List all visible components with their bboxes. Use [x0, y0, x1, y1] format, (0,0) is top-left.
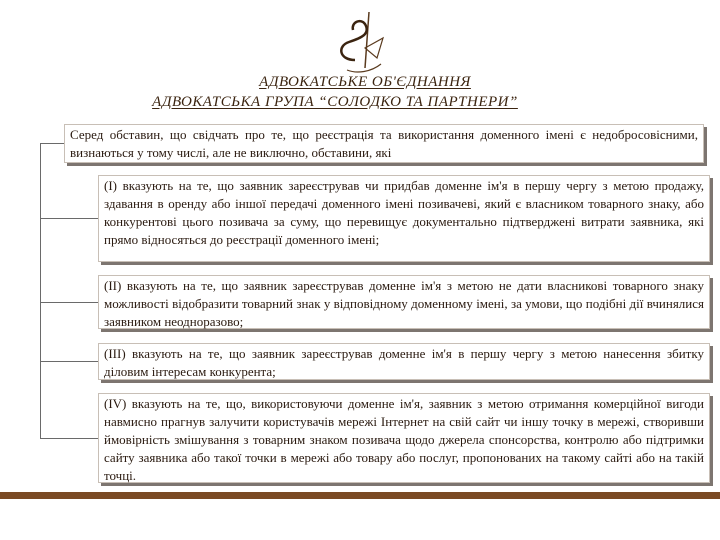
header — [0, 72, 720, 112]
firm-title: АДВОКАТСЬКЕ ОБ'ЄДНАННЯ — [259, 74, 471, 90]
intro-box: Серед обставин, що свідчать про те, що реєстрація та використання доменного імені є недобросовісними, визнаються у тому числі, але не виключно, обставини, які — [64, 124, 704, 163]
footer-bar — [0, 492, 720, 499]
criterion-box-1: (I) вказують на те, що заявник зареєстрував чи придбав доменне ім'я в першу чергу з метою продажу, здавання в оренду або іншої передачі доменного імені позивачеві, який є власником товарного знаку, або конкурентові цього позивача за суму, що перевищує документально підтверджені витрати заявника, які прямо відносяться до реєстрації доменного імені; — [98, 175, 710, 262]
criterion-box-2: (II) вказують на те, що заявник зареєстрував доменне ім'я з метою не дати власникові товарного знаку можливості відобразити товарний знак у відповідному доменному імені, за умови, що подібні дії вчинялися заявником неодноразово; — [98, 275, 710, 329]
firm-subtitle: АДВОКАТСЬКА ГРУПА “СОЛОДКО ТА ПАРТНЕРИ” — [152, 94, 518, 110]
tree-connector — [40, 361, 98, 362]
tree-connector — [40, 302, 98, 303]
criterion-box-3: (III) вказують на те, що заявник зареєстрував доменне ім'я в першу чергу з метою нанесення збитку діловим інтересам конкурента; — [98, 343, 710, 380]
firm-logo — [325, 8, 389, 80]
tree-connector — [40, 218, 98, 219]
criterion-box-4: (IV) вказують на те, що, використовуючи доменне ім'я, заявник з метою отримання комерційної вигоди навмисно прагнув залучити користувачів мережі Інтернет на свій сайт чи іншу точку в мережі, створивши ймовірність змішування з товарним знаком позивача щодо джерела спонсорства, контролю або підтримки сайту заявника або такої точки в мережі або товару або послуг, пропонованих на такому сайті або на такій точці. — [98, 393, 710, 483]
tree-connector — [40, 438, 98, 439]
tree-connector — [40, 143, 41, 438]
tree-connector — [40, 143, 64, 144]
